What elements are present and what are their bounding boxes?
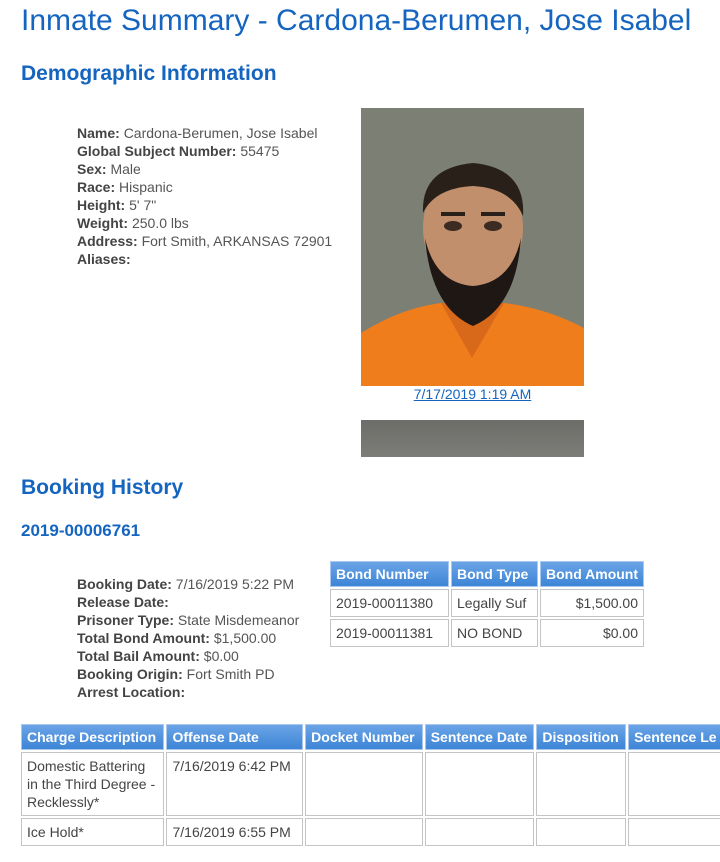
field-label: Arrest Location: (77, 684, 186, 700)
demographic-row (77, 232, 332, 250)
field-label: Booking Origin: (77, 666, 183, 682)
offense-date-cell: 7/16/2019 6:42 PM (166, 752, 303, 816)
field-value: $1,500.00 (213, 630, 277, 646)
field-label: Release Date: (77, 594, 169, 610)
bond-type-cell: Legally Suf (451, 589, 538, 617)
field-label: Address: (77, 233, 138, 249)
field-value: Fort Smith, ARKANSAS 72901 (141, 233, 333, 249)
bond-number-cell: 2019-00011380 (330, 589, 449, 617)
field-value: $0.00 (203, 648, 239, 664)
photo-date-link[interactable]: 7/17/2019 1:19 AM (413, 386, 532, 402)
bond-table (328, 559, 646, 649)
bond-type-header[interactable]: Bond Type (451, 561, 538, 587)
booking-info (77, 575, 299, 701)
sentence-length-header[interactable]: Sentence Le (628, 724, 720, 750)
booking-row (77, 629, 299, 647)
demographic-row (77, 142, 332, 160)
bond-amount-header[interactable]: Bond Amount (540, 561, 644, 587)
field-label: Global Subject Number: (77, 143, 237, 159)
demographic-row (77, 196, 332, 214)
field-label: Race: (77, 179, 116, 195)
sentence-length-cell (628, 818, 720, 846)
charge-description-header[interactable]: Charge Description (21, 724, 164, 750)
table-row (330, 619, 644, 647)
booking-row (77, 647, 299, 665)
table-row (21, 752, 720, 816)
field-value: Male (110, 161, 141, 177)
bond-amount-cell: $1,500.00 (540, 589, 644, 617)
booking-history-heading: Booking History (21, 476, 184, 499)
demographic-row (77, 160, 332, 178)
booking-row (77, 665, 299, 683)
field-value: Fort Smith PD (186, 666, 275, 682)
photo-thumbnail[interactable] (361, 420, 584, 457)
bond-type-cell: NO BOND (451, 619, 538, 647)
field-value: 7/16/2019 5:22 PM (175, 576, 295, 592)
docket-number-cell (305, 752, 423, 816)
disposition-cell (536, 818, 626, 846)
booking-number: 2019-00006761 (21, 521, 141, 540)
field-label: Weight: (77, 215, 129, 231)
docket-number-header[interactable]: Docket Number (305, 724, 423, 750)
demographic-row (77, 250, 332, 268)
charges-table (19, 722, 720, 848)
field-value: State Misdemeanor (177, 612, 300, 628)
field-value: 5' 7" (129, 197, 157, 213)
charges-header-row (21, 724, 720, 750)
booking-row (77, 575, 299, 593)
demographic-row (77, 214, 332, 232)
demographic-heading: Demographic Information (21, 62, 277, 85)
demographic-row (77, 178, 332, 196)
field-label: Total Bond Amount: (77, 630, 210, 646)
field-label: Sex: (77, 161, 107, 177)
field-value: Hispanic (119, 179, 173, 195)
mugshot-photo[interactable] (361, 108, 584, 386)
field-value: 55475 (240, 143, 280, 159)
demographic-info (77, 124, 332, 268)
table-row (330, 589, 644, 617)
mugshot-illustration (361, 108, 584, 386)
sentence-date-header[interactable]: Sentence Date (425, 724, 535, 750)
field-label: Booking Date: (77, 576, 172, 592)
bond-number-header[interactable]: Bond Number (330, 561, 449, 587)
disposition-cell (536, 752, 626, 816)
bond-number-cell: 2019-00011381 (330, 619, 449, 647)
field-value: Cardona-Berumen, Jose Isabel (123, 125, 318, 141)
bond-header-row (330, 561, 644, 587)
booking-row (77, 611, 299, 629)
field-label: Name: (77, 125, 120, 141)
field-label: Height: (77, 197, 126, 213)
page-title: Inmate Summary - Cardona-Berumen, Jose Isabel (21, 4, 692, 37)
field-value: 250.0 lbs (131, 215, 189, 231)
charge-description-cell: Ice Hold* (21, 818, 164, 846)
demographic-row (77, 124, 332, 142)
booking-row (77, 683, 299, 701)
offense-date-cell: 7/16/2019 6:55 PM (166, 818, 303, 846)
offense-date-header[interactable]: Offense Date (166, 724, 303, 750)
docket-number-cell (305, 818, 423, 846)
field-label: Total Bail Amount: (77, 648, 200, 664)
sentence-date-cell (425, 752, 535, 816)
sentence-length-cell (628, 752, 720, 816)
field-label: Prisoner Type: (77, 612, 174, 628)
charge-description-cell: Domestic Battering in the Third Degree - Recklessly* (21, 752, 164, 816)
field-label: Aliases: (77, 251, 131, 267)
sentence-date-cell (425, 818, 535, 846)
bond-amount-cell: $0.00 (540, 619, 644, 647)
booking-row (77, 593, 299, 611)
table-row (21, 818, 720, 846)
disposition-header[interactable]: Disposition (536, 724, 626, 750)
